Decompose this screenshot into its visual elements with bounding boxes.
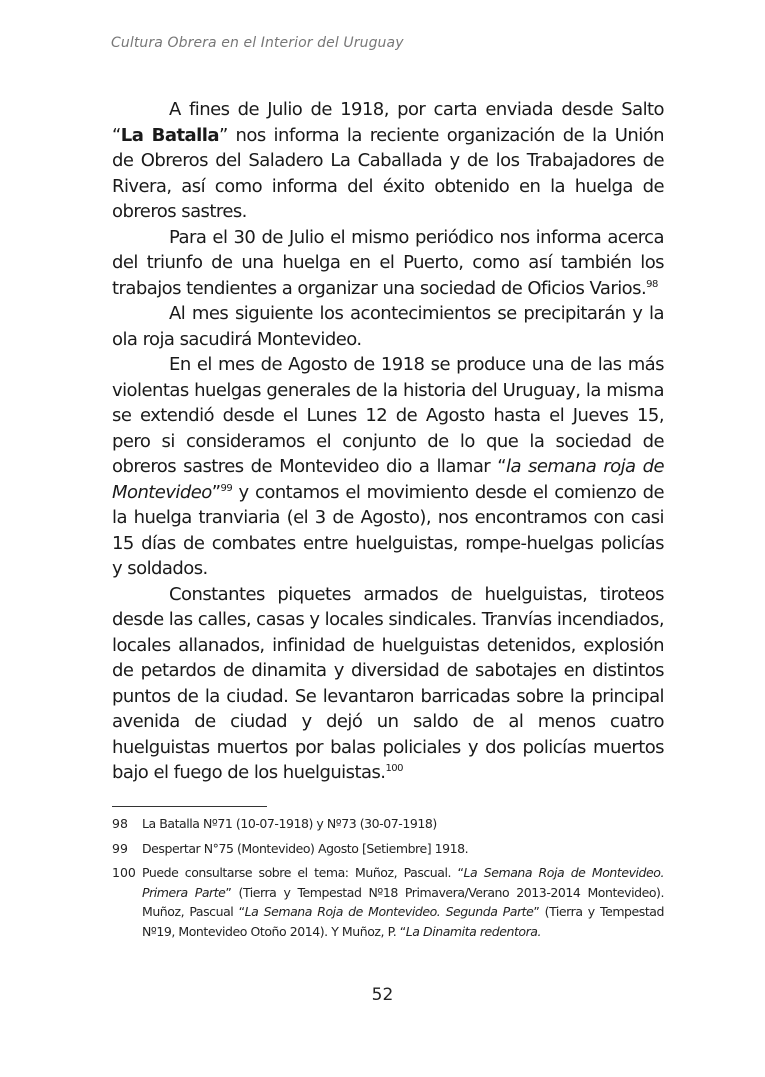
paragraph-5 <box>112 582 664 786</box>
footnote-text <box>142 863 664 941</box>
footnote-number: 99 <box>112 840 128 856</box>
paragraph-2 <box>112 225 664 302</box>
footnote-100-text-c: ” (Tierra y Tempestad Nº19, Montevideo Otoño 2014). Y Muñoz, P. “ <box>142 904 664 939</box>
title-segunda-parte: La Semana Roja de Montevideo. Segunda Parte <box>244 904 534 919</box>
paragraph-1-text-a: A fines de Julio de 1918, por carta enviada desde Salto “ <box>112 99 664 146</box>
title-dinamita-redentora: La Dinamita redentora. <box>405 923 542 939</box>
newspaper-title-la-batalla: La Batalla <box>120 124 219 146</box>
paragraph-1-text-b: ” nos informa la reciente organización de la Unión de Obreros del Saladero La Caballada y de los Trabajadores de Rivera, así como informa del éxito obtenido en la huelga de obreros sastres. <box>112 124 664 222</box>
paragraph-4-text-a: En el mes de Agosto de 1918 se produce una de las más violentas huelgas generales de la historia del Uruguay, la misma se extendió desde el Lunes 12 de Agosto hasta el Jueves 15, pero si consideramos el conjunto de lo que la sociedad de obreros sastres de Montevideo dio a llamar “ <box>112 354 664 477</box>
title-primera-parte: La Semana Roja de Montevideo. Primera Parte <box>142 865 664 900</box>
paragraph-5-text: Constantes piquetes armados de huelguistas, tiroteos desde las calles, casas y locales sindicales. Tranvías incendiados, locales allanados, infinidad de huelguistas detenidos, explosión de petardos de dinamita y diversidad de sabotajes en distintos puntos de la ciudad. Se levantaron barricadas sobre la principal avenida de ciudad y dejó un saldo de al menos cuatro huelguistas muertos por balas policiales y dos policías muertos bajo el fuego de los huelguistas. <box>112 583 664 783</box>
body-text <box>112 97 664 786</box>
footnotes <box>112 814 664 946</box>
footnote-text: Despertar N°75 (Montevideo) Agosto [Setiembre] 1918. <box>142 840 469 856</box>
footnote-ref-98: 98 <box>646 278 658 290</box>
paragraph-4-text-b: y contamos el movimiento desde el comienzo de la huelga tranviaria (el 3 de Agosto), nos encontramos con casi 15 días de combates entre huelguistas, rompe-huelgas policías y soldados. <box>112 481 664 579</box>
footnote-100-text-b: ” (Tierra y Tempestad Nº18 Primavera/Verano 2013-2014 Montevideo). Muñoz, Pascual “ <box>142 884 664 919</box>
footnote-ref-100: 100 <box>385 763 403 774</box>
paragraph-1 <box>112 97 664 225</box>
footnote-number: 100 <box>112 865 136 880</box>
paragraph-2-text: Para el 30 de Julio el mismo periódico nos informa acerca del triunfo de una huelga en el Puerto, como así también los trabajos tendientes a organizar una sociedad de Oficios Varios. <box>112 226 664 299</box>
footnote-98 <box>112 814 664 834</box>
page-number: 52 <box>371 985 394 1005</box>
footnote-number: 98 <box>112 816 128 831</box>
footnote-separator <box>112 806 267 807</box>
footnote-ref-99: 99 <box>220 482 233 494</box>
footnote-99 <box>112 839 664 859</box>
footnote-text: La Batalla Nº71 (10-07-1918) y Nº73 (30-07-1918) <box>142 816 437 831</box>
paragraph-4 <box>112 352 664 582</box>
paragraph-3: Al mes siguiente los acontecimientos se precipitarán y la ola roja sacudirá Montevideo. <box>112 303 664 350</box>
footnote-100-text-a: Puede consultarse sobre el tema: Muñoz, Pascual. “ <box>142 865 464 880</box>
footnote-100 <box>112 863 664 941</box>
quoted-semana-roja: la semana roja de Montevideo <box>112 456 665 503</box>
closing-quote: ” <box>211 481 221 503</box>
running-header: Cultura Obrera en el Interior del Uruguay <box>111 35 404 51</box>
